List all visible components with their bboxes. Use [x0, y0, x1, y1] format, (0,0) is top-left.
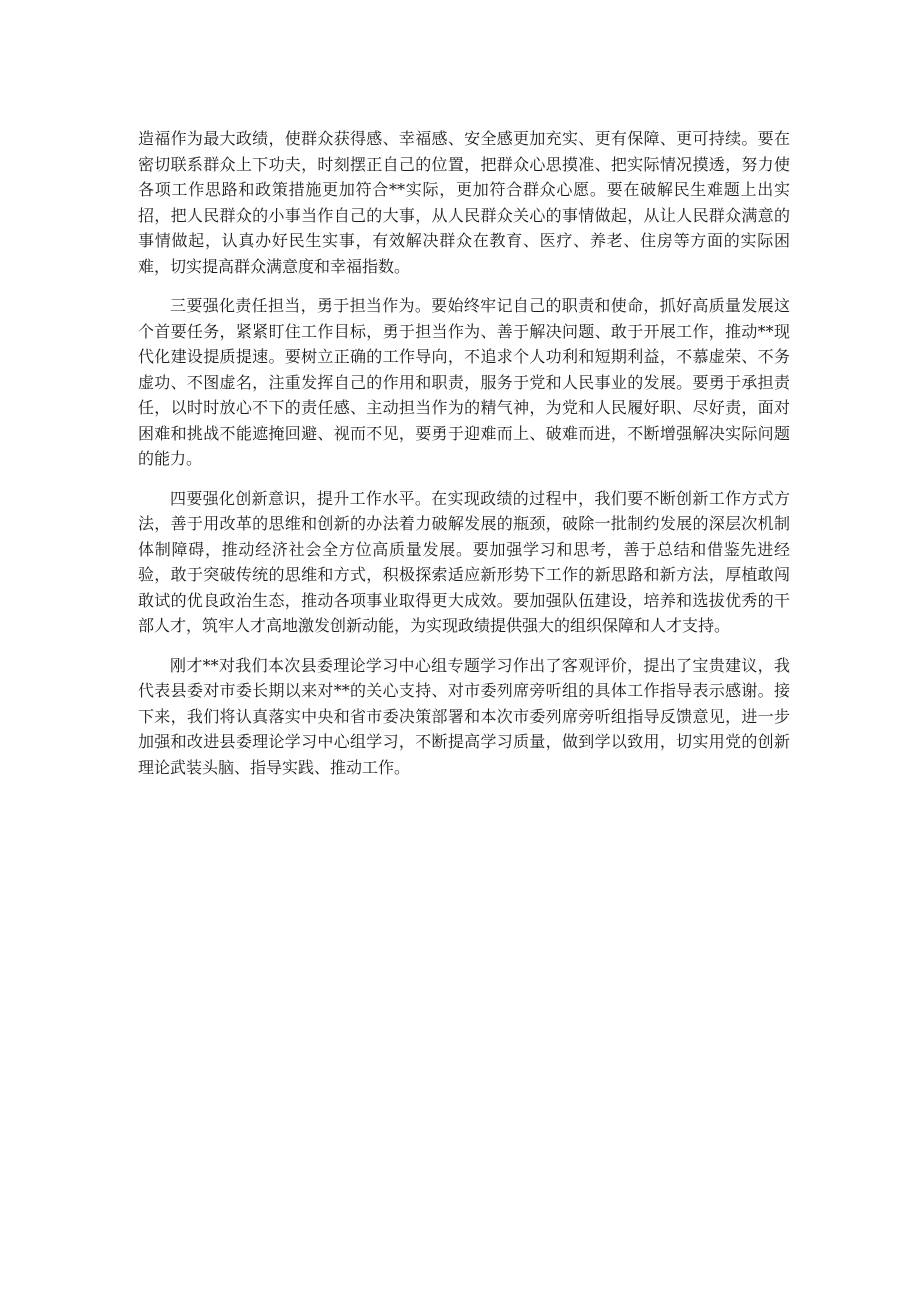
- document-body: [138, 126, 790, 794]
- paragraph-4: 刚才**对我们本次县委理论学习中心组专题学习作出了客观评价，提出了宝贵建议，我代表县委对市委长期以来对**的关心支持、对市委列席旁听组的具体工作指导表示感谢。接下来，我们将认真落实中央和省市委决策部署和本次市委列席旁听组指导反馈意见，进一步加强和改进县委理论学习中心组学习，不断提高学习质量，做到学以致用，切实用党的创新理论武装头脑、指导实践、推动工作。: [138, 655, 790, 777]
- paragraph-2: 三要强化责任担当，勇于担当作为。要始终牢记自己的职责和使命，抓好高质量发展这个首要任务，紧紧盯住工作目标，勇于担当作为、善于解决问题、敢于开展工作，推动**现代化建设提质提速。要树立正确的工作导向，不追求个人功利和短期利益，不慕虚荣、不务虚功、不图虚名，注重发挥自己的作用和职责，服务于党和人民事业的发展。要勇于承担责任，以时时放心不下的责任感、主动担当作为的精气神，为党和人民履好职、尽好责，面对困难和挑战不能遮掩回避、视而不见，要勇于迎难而上、破难而进，不断增强解决实际问题的能力。: [138, 296, 790, 468]
- paragraph-3: 四要强化创新意识，提升工作水平。在实现政绩的过程中，我们要不断创新工作方式方法，善于用改革的思维和创新的办法着力破解发展的瓶颈，破除一批制约发展的深层次机制体制障碍，推动经济社会全方位高质量发展。要加强学习和思考，善于总结和借鉴先进经验，敢于突破传统的思维和方式，积极探索适应新形势下工作的新思路和新方法，厚植敢闯敢试的优良政治生态，推动各项事业取得更大成效。要加强队伍建设，培养和选拔优秀的干部人才，筑牢人才高地激发创新动能，为实现政绩提供强大的组织保障和人才支持。: [138, 488, 790, 635]
- paragraph-1: 造福作为最大政绩，使群众获得感、幸福感、安全感更加充实、更有保障、更可持续。要在密切联系群众上下功夫，时刻摆正自己的位置，把群众心思摸准、把实际情况摸透，努力使各项工作思路和政策措施更加符合**实际，更加符合群众心愿。要在破解民生难题上出实招，把人民群众的小事当作自己的大事，从人民群众关心的事情做起，从让人民群众满意的事情做起，认真办好民生实事，有效解决群众在教育、医疗、养老、住房等方面的实际困难，切实提高群众满意度和幸福指数。: [138, 129, 790, 276]
